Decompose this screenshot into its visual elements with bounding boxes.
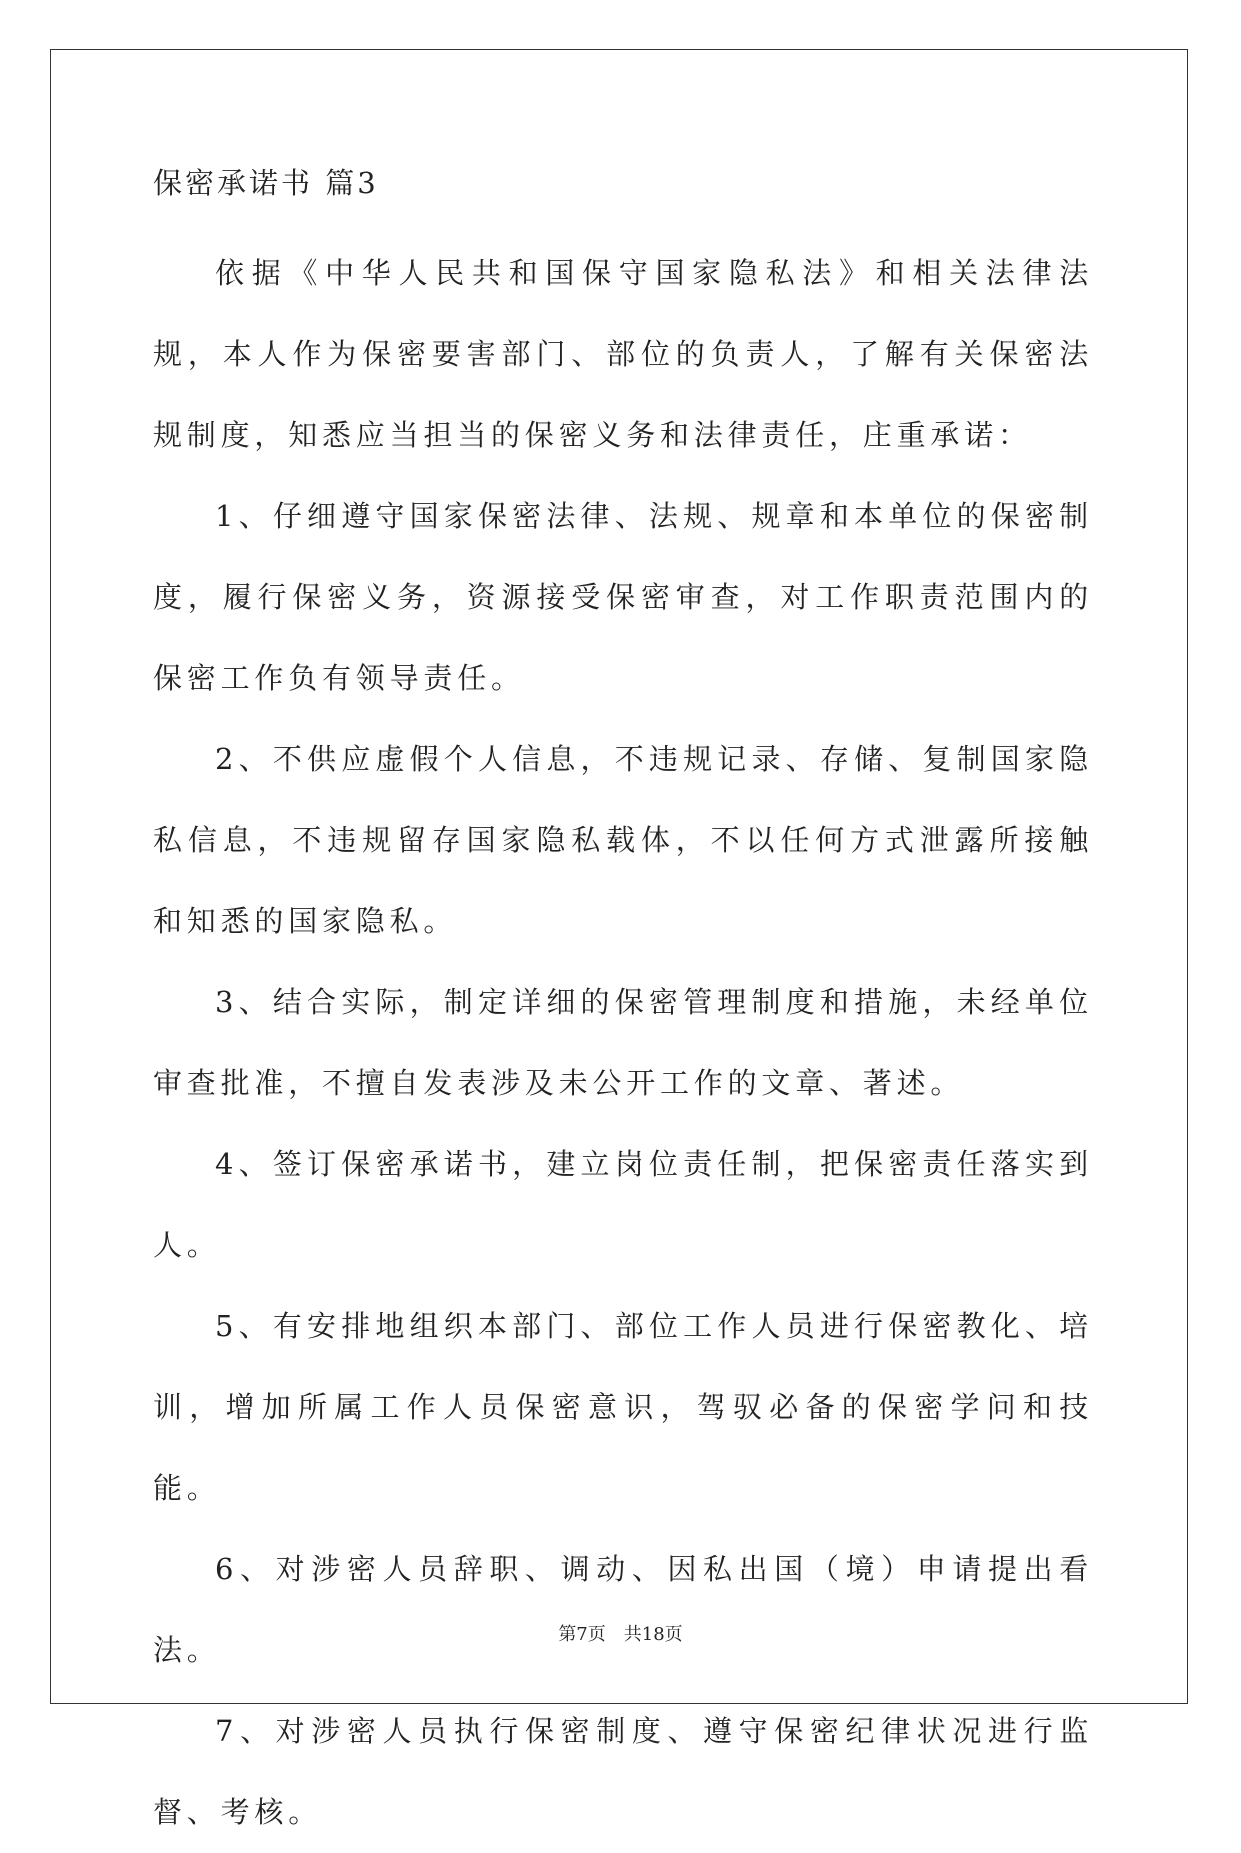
document-body — [153, 166, 1093, 1853]
paragraph-item-3: 3、结合实际，制定详细的保密管理制度和措施，未经单位审查批准，不擅自发表涉及未公开工作的文章、著述。 — [153, 985, 1093, 1100]
paragraph-item-4: 4、签订保密承诺书，建立岗位责任制，把保密责任落实到人。 — [153, 1147, 1093, 1262]
paragraph-intro: 依据《中华人民共和国保守国家隐私法》和相关法律法规，本人作为保密要害部门、部位的负责人，了解有关保密法规制度，知悉应当担当的保密义务和法律责任，庄重承诺： — [153, 256, 1093, 452]
paragraph-item-6: 6、对涉密人员辞职、调动、因私出国（境）申请提出看法。 — [153, 1552, 1093, 1667]
page-footer — [0, 1624, 1241, 1646]
page-total: 共18页 — [623, 1624, 683, 1645]
paragraph-item-2: 2、不供应虚假个人信息，不违规记录、存储、复制国家隐私信息，不违规留存国家隐私载体，不以任何方式泄露所接触和知悉的国家隐私。 — [153, 742, 1093, 938]
page-number: 第7页 — [558, 1624, 606, 1645]
paragraph-item-5: 5、有安排地组织本部门、部位工作人员进行保密教化、培训，增加所属工作人员保密意识，驾驭必备的保密学问和技能。 — [153, 1309, 1093, 1505]
document-title: 保密承诺书 篇3 — [153, 166, 379, 200]
paragraph-item-7: 7、对涉密人员执行保密制度、遵守保密纪律状况进行监督、考核。 — [153, 1714, 1093, 1829]
paragraph-item-1: 1、仔细遵守国家保密法律、法规、规章和本单位的保密制度，履行保密义务，资源接受保密审查，对工作职责范围内的保密工作负有领导责任。 — [153, 499, 1093, 695]
